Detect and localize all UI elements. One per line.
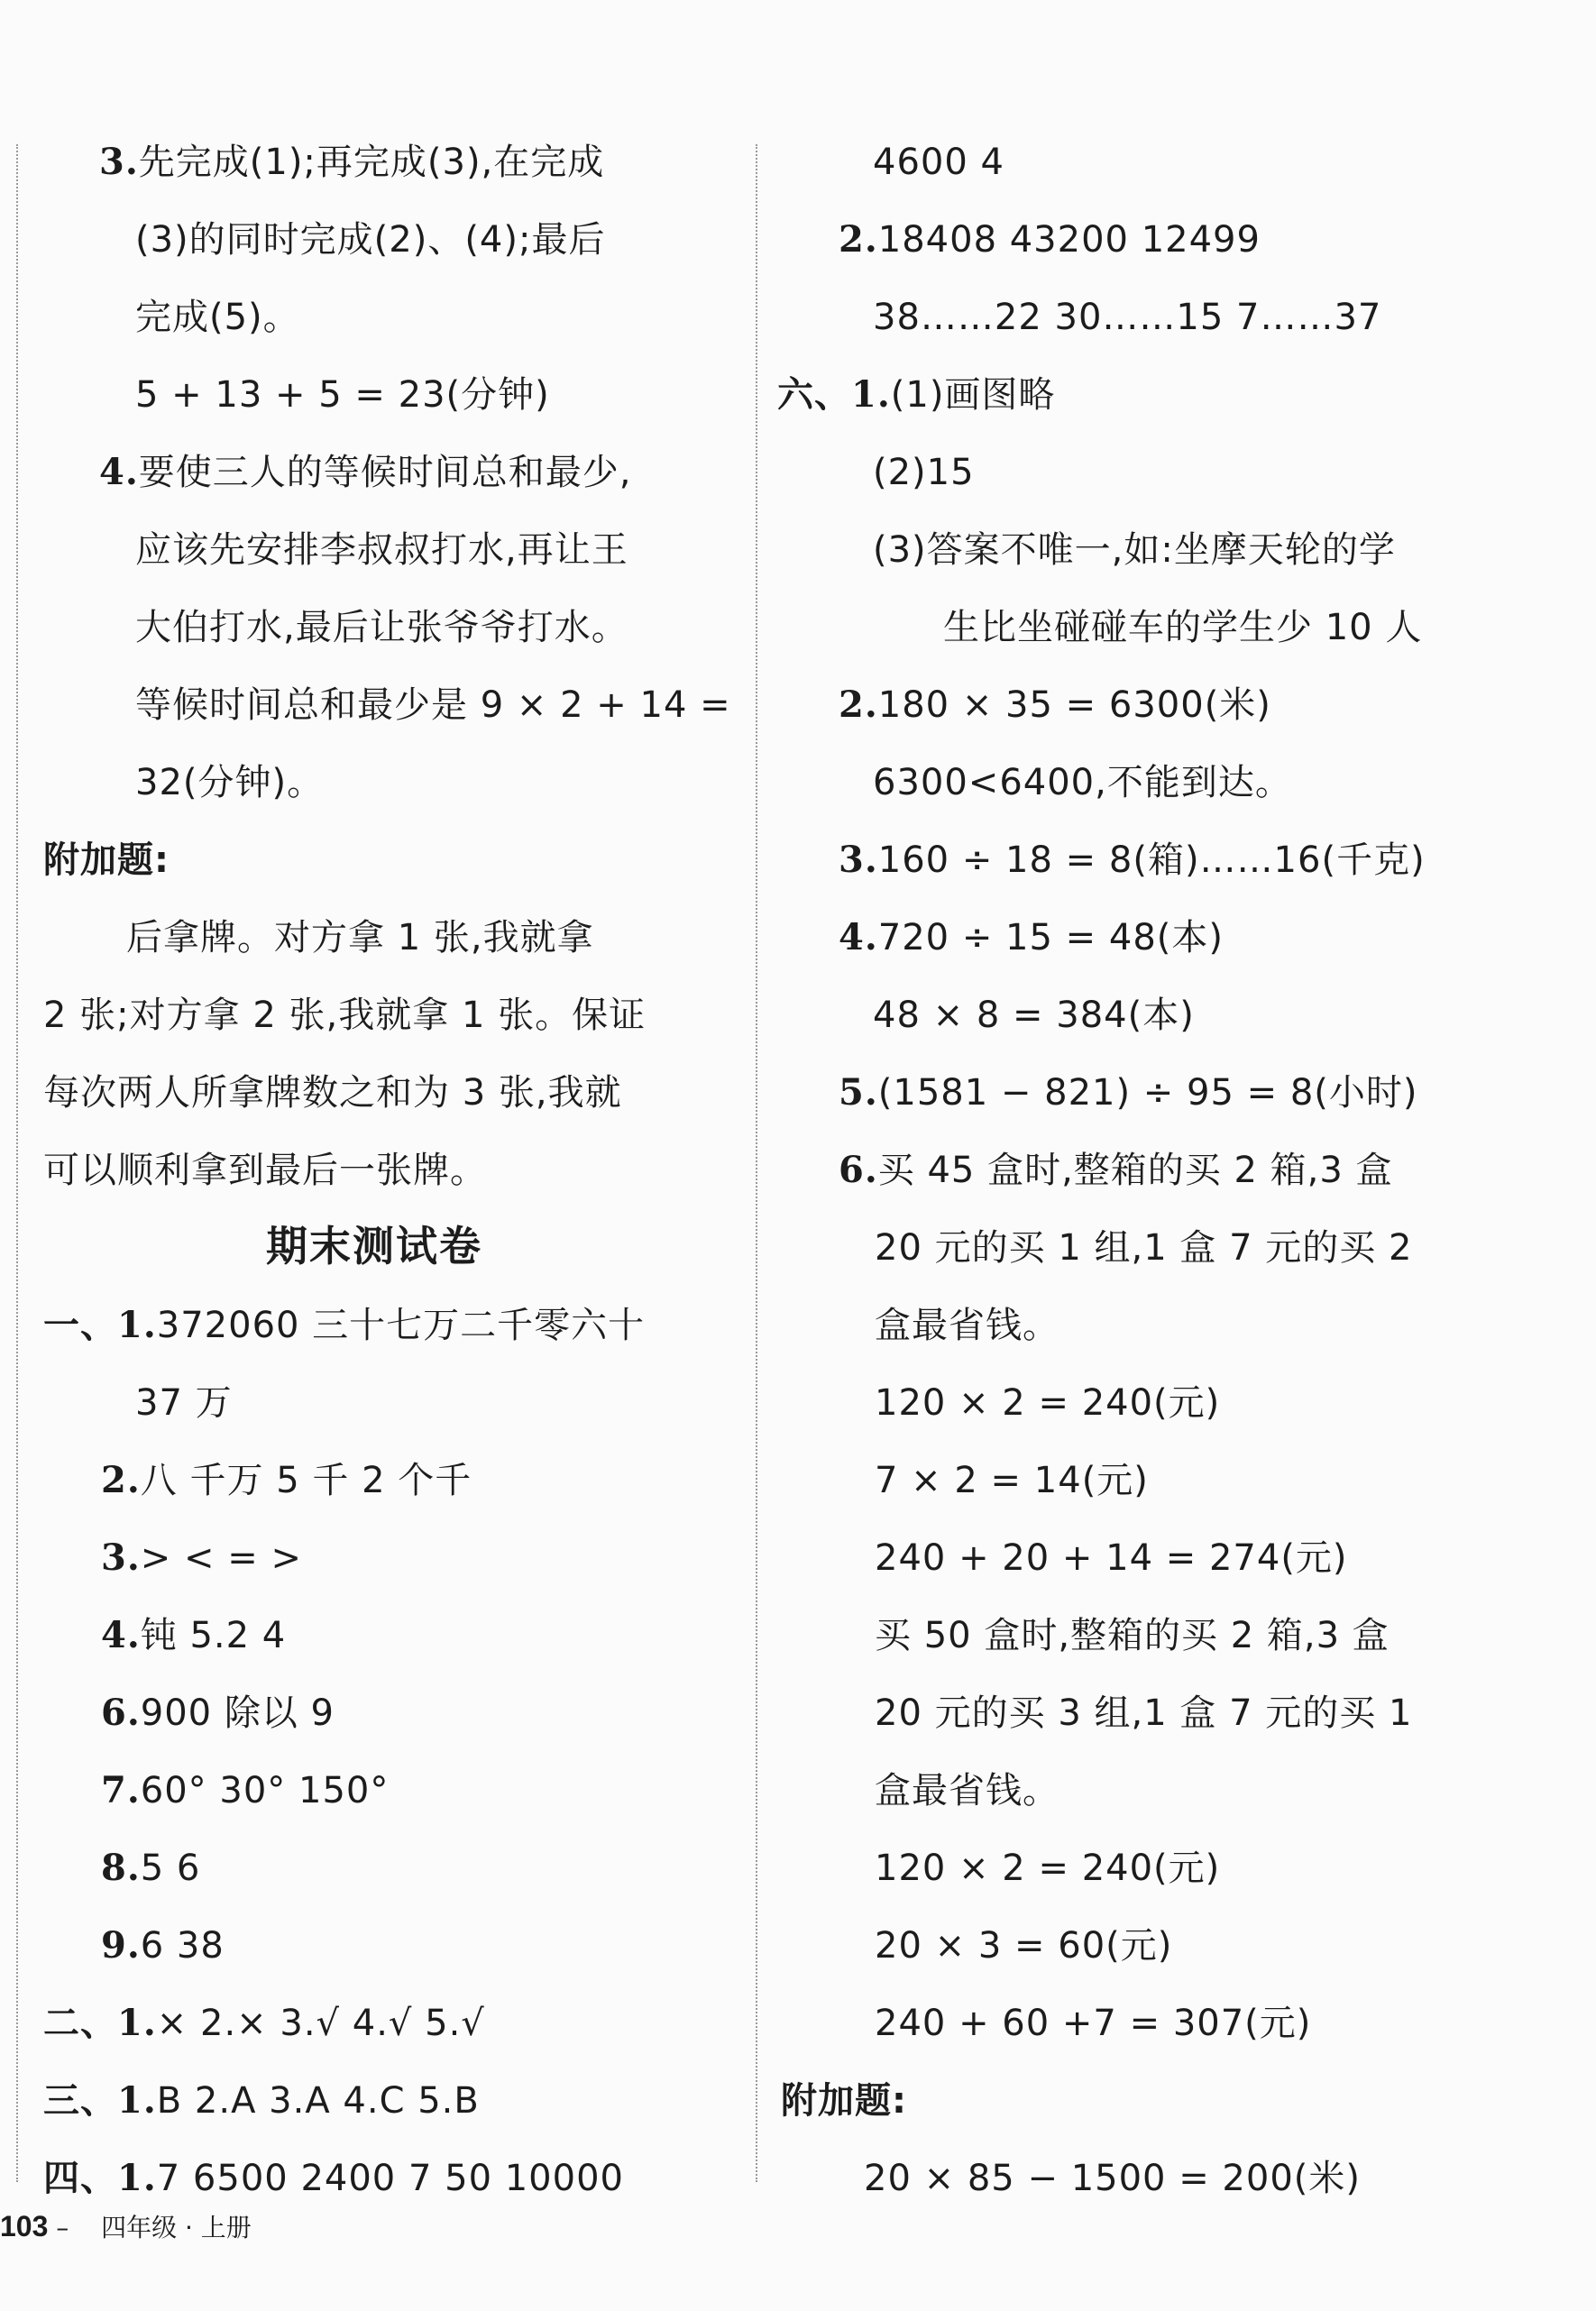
exam-answer-line: 二、1.× 2.× 3.√ 4.√ 5.√ <box>43 2002 485 2044</box>
exam-answer-line: 三、1.B 2.A 3.A 4.C 5.B <box>43 2079 480 2122</box>
answer-line: 20 元的买 3 组,1 盒 7 元的买 1 <box>875 1692 1413 1734</box>
answer-line: 32(分钟)。 <box>135 762 325 803</box>
answer-line: 4.720 ÷ 15 = 48(本) <box>839 916 1225 958</box>
bonus-text: 每次两人所拿牌数之和为 3 张,我就 <box>43 1072 622 1114</box>
exam-title: 期末测试卷 <box>266 1222 482 1270</box>
exam-answer-line: 37 万 <box>135 1382 233 1424</box>
footer-dash: – <box>56 2213 69 2242</box>
answer-line: 120 × 2 = 240(元) <box>875 1848 1221 1889</box>
answer-line: 120 × 2 = 240(元) <box>875 1382 1221 1424</box>
bonus-text: 20 × 85 − 1500 = 200(米) <box>864 2158 1361 2199</box>
bonus-text: 2 张;对方拿 2 张,我就拿 1 张。保证 <box>43 995 647 1036</box>
page-footer <box>0 2204 252 2249</box>
column-divider <box>756 144 757 2182</box>
grade-label: 四年级 · 上册 <box>101 2213 252 2242</box>
bonus-text: 可以顺利拿到最后一张牌。 <box>43 1150 487 1191</box>
bonus-heading: 附加题: <box>781 2080 907 2122</box>
answer-line: 5.(1581 − 821) ÷ 95 = 8(小时) <box>839 1071 1418 1114</box>
answer-line: (3)的同时完成(2)、(4);最后 <box>135 219 606 261</box>
exam-answer-line: 8.5 6 <box>101 1847 201 1889</box>
answer-line: (2)15 <box>873 452 975 493</box>
answer-line: 完成(5)。 <box>135 297 300 338</box>
answer-line: 六、1.(1)画图略 <box>777 373 1056 416</box>
answer-line: 2.180 × 35 = 6300(米) <box>839 683 1271 726</box>
answer-line: 240 + 60 +7 = 307(元) <box>875 2003 1312 2044</box>
exam-answer-line: 9.6 38 <box>101 1924 225 1967</box>
answer-line: 生比坐碰碰车的学生少 10 人 <box>943 607 1423 648</box>
answer-line: 4.要使三人的等候时间总和最少, <box>99 451 632 493</box>
answer-line: 38……22 30……15 7……37 <box>873 297 1382 338</box>
answer-line: 6.买 45 盒时,整箱的买 2 箱,3 盒 <box>839 1149 1393 1191</box>
exam-answer-line: 6.900 除以 9 <box>101 1692 335 1734</box>
bonus-text: 后拿牌。对方拿 1 张,我就拿 <box>126 917 594 958</box>
answer-line: 2.18408 43200 12499 <box>839 218 1261 261</box>
answer-line: 20 × 3 = 60(元) <box>875 1925 1173 1967</box>
answer-line: 等候时间总和最少是 9 × 2 + 14 = <box>135 684 731 726</box>
answer-line: 应该先安排李叔叔打水,再让王 <box>135 529 628 571</box>
left-margin-divider <box>16 144 18 2182</box>
answer-line: 大伯打水,最后让张爷爷打水。 <box>135 607 628 648</box>
answer-line: 盒最省钱。 <box>875 1770 1059 1811</box>
exam-answer-line: 3.> < = > <box>101 1536 302 1579</box>
answer-line: 240 + 20 + 14 = 274(元) <box>875 1537 1348 1579</box>
answer-line: 5 + 13 + 5 = 23(分钟) <box>135 374 550 416</box>
page-number: 103 <box>0 2210 49 2242</box>
answer-line: 48 × 8 = 384(本) <box>873 995 1195 1036</box>
exam-answer-line: 一、1.372060 三十七万二千零六十 <box>43 1304 646 1346</box>
exam-answer-line: 7.60° 30° 150° <box>101 1769 390 1811</box>
answer-line: (3)答案不唯一,如:坐摩天轮的学 <box>873 529 1396 571</box>
bonus-heading: 附加题: <box>43 839 170 881</box>
answer-line: 盒最省钱。 <box>875 1305 1059 1346</box>
exam-answer-line: 2.八 千万 5 千 2 个千 <box>101 1459 472 1501</box>
exam-answer-line: 4.钝 5.2 4 <box>101 1614 287 1656</box>
answer-line: 20 元的买 1 组,1 盒 7 元的买 2 <box>875 1227 1413 1269</box>
answer-line: 3.160 ÷ 18 = 8(箱)……16(千克) <box>839 839 1426 881</box>
answer-line: 6300<6400,不能到达。 <box>873 762 1292 803</box>
answer-line: 7 × 2 = 14(元) <box>875 1460 1149 1501</box>
answer-line: 3.先完成(1);再完成(3),在完成 <box>99 141 605 183</box>
answer-line: 4600 4 <box>873 142 1004 183</box>
answer-line: 买 50 盒时,整箱的买 2 箱,3 盒 <box>875 1615 1390 1656</box>
exam-answer-line: 四、1.7 6500 2400 7 50 10000 <box>43 2157 624 2199</box>
